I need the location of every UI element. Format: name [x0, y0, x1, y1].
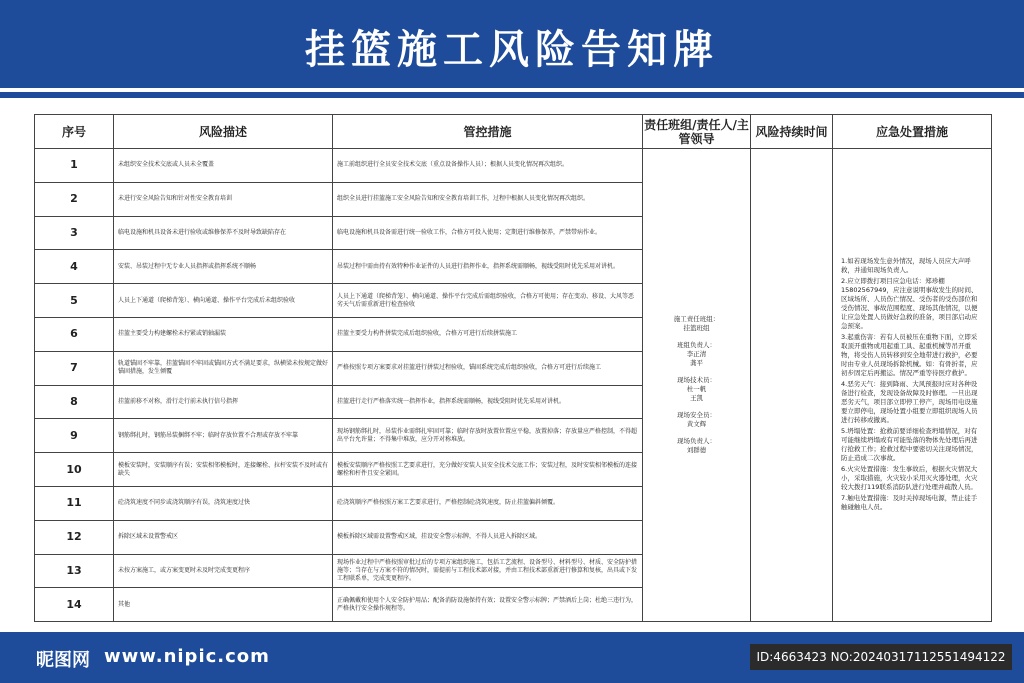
row-no: 8: [35, 385, 114, 419]
row-no: 9: [35, 419, 114, 453]
row-risk: 拆除区域未设置警戒区: [114, 520, 333, 554]
header-responsible: 责任班组/责任人/主管领导: [643, 115, 751, 149]
emergency-step: 4.恶劣天气：接到降雨、大风预报时应对各种设备进行检查，发现设备故障及时修理。一旦出现恶劣天气，项目部立即停工停产，现场用电设施要立即停电，现场处置小组要立即组织现场人员进行转移或撤离。: [841, 379, 978, 424]
responsible-leader: [647, 341, 746, 368]
row-risk: 砼浇筑速度不同步或浇筑顺序有误，浇筑速度过快: [114, 486, 333, 520]
responsible-name: 李正清: [686, 350, 707, 359]
row-risk: 安装、吊装过程中无专业人员指挥或指挥系统不顺畅: [114, 250, 333, 284]
page-title: 挂篮施工风险告知牌: [305, 27, 719, 73]
emergency-step: 2.应立即拨打项目应急电话：郑珍棚15802567949，应注意说明事故发生的时间、区域场所、人员伤亡情况、受伤者的受伤部位和受伤情况、事故范围程度、现场其他情况，以便让应急处置人员做好急救的准备，项目部启动应急预案。: [841, 276, 978, 330]
row-control: 挂篮进行走行严格落实统一指挥作业，指挥系统需顺畅，视线受阻时优先采用对讲机。: [333, 385, 643, 419]
row-no: 5: [35, 284, 114, 318]
row-risk: 挂篮前移不对称，滑行走行前未执行信号指挥: [114, 385, 333, 419]
row-no: 1: [35, 149, 114, 183]
row-no: 10: [35, 453, 114, 487]
row-control: 砼浇筑顺序严格按照方案工艺要求进行，严格控制砼浇筑速度，防止挂篮偏斜倾覆。: [333, 486, 643, 520]
responsible-name: 刘群德: [686, 446, 707, 455]
emergency-step: 5.坍塌处置：抢救前要详细检查坍塌情况，对有可能继续坍塌或有可能坠落的物体先处理后再进行抢救工作；抢救过程中要密切关注现场情况，防止造成二次事故。: [841, 426, 978, 462]
row-risk: 未进行安全风险告知和针对性安全教育培训: [114, 182, 333, 216]
emergency-cell: [833, 149, 992, 622]
row-risk: 轨道锚固不牢靠，挂篮锚固不牢固或锚固方式不满足要求，纵横梁未按规定做好锚固措施，发生倾覆: [114, 351, 333, 385]
responsible-role: 现场安全员：: [677, 411, 716, 420]
watermark-site: www.nipic.com: [104, 646, 270, 667]
row-no: 14: [35, 588, 114, 622]
row-control: 模板拆除区域需设置警戒区域，挂设安全警示标牌，不得人员进入拆除区域。: [333, 520, 643, 554]
row-no: 2: [35, 182, 114, 216]
responsible-site-lead: [647, 437, 746, 455]
header-risk: 风险描述: [114, 115, 333, 149]
responsible-name: 黄文辉: [686, 420, 707, 429]
responsible-role: 现场技术员：: [677, 376, 716, 385]
responsible-role: 现场负责人：: [677, 437, 716, 446]
responsible-technician: [647, 376, 746, 403]
row-control: 施工前组织进行全员安全技术交底（重点设备操作人员）；根据人员变化情况再次组织。: [333, 149, 643, 183]
row-no: 4: [35, 250, 114, 284]
responsible-name: 王凯: [690, 394, 703, 403]
row-control: 正确佩戴和使用个人安全防护用品；配备消防设施保持有效；设置安全警示标牌；严禁酒后上岗；杜绝三违行为，严格执行安全操作规程等。: [333, 588, 643, 622]
row-no: 7: [35, 351, 114, 385]
row-risk: 未组织安全技术交底或人员未全覆盖: [114, 149, 333, 183]
responsible-team: [647, 315, 746, 333]
row-risk: 挂篮主要受力构建螺栓未拧紧或销轴漏装: [114, 317, 333, 351]
row-no: 11: [35, 486, 114, 520]
row-control: 模板安装顺序严格按照工艺要求进行，充分做好安装人员安全技术交底工作；安装过程，及时安装相邻模板的连接螺栓和杆件且安全紧固。: [333, 453, 643, 487]
row-no: 3: [35, 216, 114, 250]
row-control: 严格按照专项方案要求对挂篮进行拼装过程验收，锚固系统完成后组织验收，合格方可进行后续施工: [333, 351, 643, 385]
row-risk: 临电设施和机具设备未进行验收或维修保养不及时导致缺陷存在: [114, 216, 333, 250]
watermark-brand: 昵图网: [36, 650, 90, 671]
header-control: 管控措施: [333, 115, 643, 149]
row-risk: 钢筋绑扎时，钢筋吊装捆绑不牢；临时存放位置不合理或存放不牢靠: [114, 419, 333, 453]
row-control: 现场钢筋绑扎时，吊装作业需绑扎牢固可靠；临时存放时放置位置应平稳，放置掉落；存放量应严格控制，不得超出平台允许量；不得集中堆放，应分开对称堆放。: [333, 419, 643, 453]
row-no: 13: [35, 554, 114, 588]
row-no: 6: [35, 317, 114, 351]
row-risk: 未按方案施工，或方案变更时未及时完成变更程序: [114, 554, 333, 588]
duration-cell: [751, 149, 833, 622]
responsible-name: 挂篮班组: [683, 324, 710, 333]
responsible-name: 龚平: [690, 359, 703, 368]
row-risk: 模板安装时，安装顺序有误；安装相邻模板时，连接螺栓、拉杆安装不及时或有缺失: [114, 453, 333, 487]
responsible-safety-officer: [647, 411, 746, 429]
header-duration: 风险持续时间: [751, 115, 833, 149]
responsible-role: 施工责任班组：: [673, 315, 720, 324]
emergency-step: 6.火灾处置措施：发生事故后，根据火灾情况大小，采取措施，火灾较小采用灭火器处理，火灾较大拨打119联系消防队进行处理并疏散人员。: [841, 464, 978, 491]
responsible-cell: [643, 149, 751, 622]
row-control: 挂篮主要受力构件拼装完成后组织验收，合格方可进行后续拼装施工: [333, 317, 643, 351]
risk-table: [34, 114, 992, 622]
footer-bar: [0, 632, 1024, 683]
row-risk: 其他: [114, 588, 333, 622]
table-header-row: [35, 115, 992, 149]
emergency-step: 1.如若现场发生意外情况，现场人员应大声呼救，并通知现场负责人。: [841, 256, 971, 274]
row-control: 临电设施和机具设备需进行统一验收工作，合格方可投入使用；定期进行维修保养，严禁带病作业。: [333, 216, 643, 250]
table-row: [35, 149, 992, 183]
responsible-role: 班组负责人：: [677, 341, 716, 350]
table-body: [35, 149, 992, 622]
row-control: 吊装过程中需由持有效特种作业证件的人员进行指挥作业，指挥系统需顺畅，视线受阻时优先采用对讲机。: [333, 250, 643, 284]
header-no: 序号: [35, 115, 114, 149]
image-id-label: ID:4663423 NO:20240317112551494122: [750, 644, 1012, 670]
header-banner: [0, 0, 1024, 88]
responsible-name: 杜一帆: [686, 385, 707, 394]
row-control: 人员上下通道（爬梯背笼）、横向通道、操作平台完成后需组织验收，合格方可使用；存在变动、移设、大风等恶劣天气后需重新进行检查验收: [333, 284, 643, 318]
row-risk: 人员上下通道（爬梯背笼）、横向通道、操作平台完成后未组织验收: [114, 284, 333, 318]
emergency-step: 3.起重伤害：若有人员被压在重物下面，立即采取顶开重物或用起重工具、起重机械等吊开重物，将受伤人员转移到安全地带进行救护，必要时由专业人员现场拆除机械。如：有骨折者，应初步固定后再搬运。情况严重等待医疗救护。: [841, 332, 978, 377]
header-emergency: 应急处置措施: [833, 115, 992, 149]
emergency-step: 7.触电处置措施：及时关掉现场电源，禁止徒手触碰触电人员。: [841, 493, 978, 511]
row-control: 现场作业过程中严格按照审批过后的专项方案组织施工，包括工艺流程、设备型号、材料型号、材质、安全防护措施等；当存在与方案不符的情况时，需提前与工程技术部对接，并由工程技术部重新进行修算和复核，出具或下发工程联系单，完成变更程序。: [333, 554, 643, 588]
row-control: 组织全员进行挂篮施工安全风险告知和安全教育培训工作，过程中根据人员变化情况再次组织。: [333, 182, 643, 216]
header-divider-dark: [0, 92, 1024, 98]
row-no: 12: [35, 520, 114, 554]
